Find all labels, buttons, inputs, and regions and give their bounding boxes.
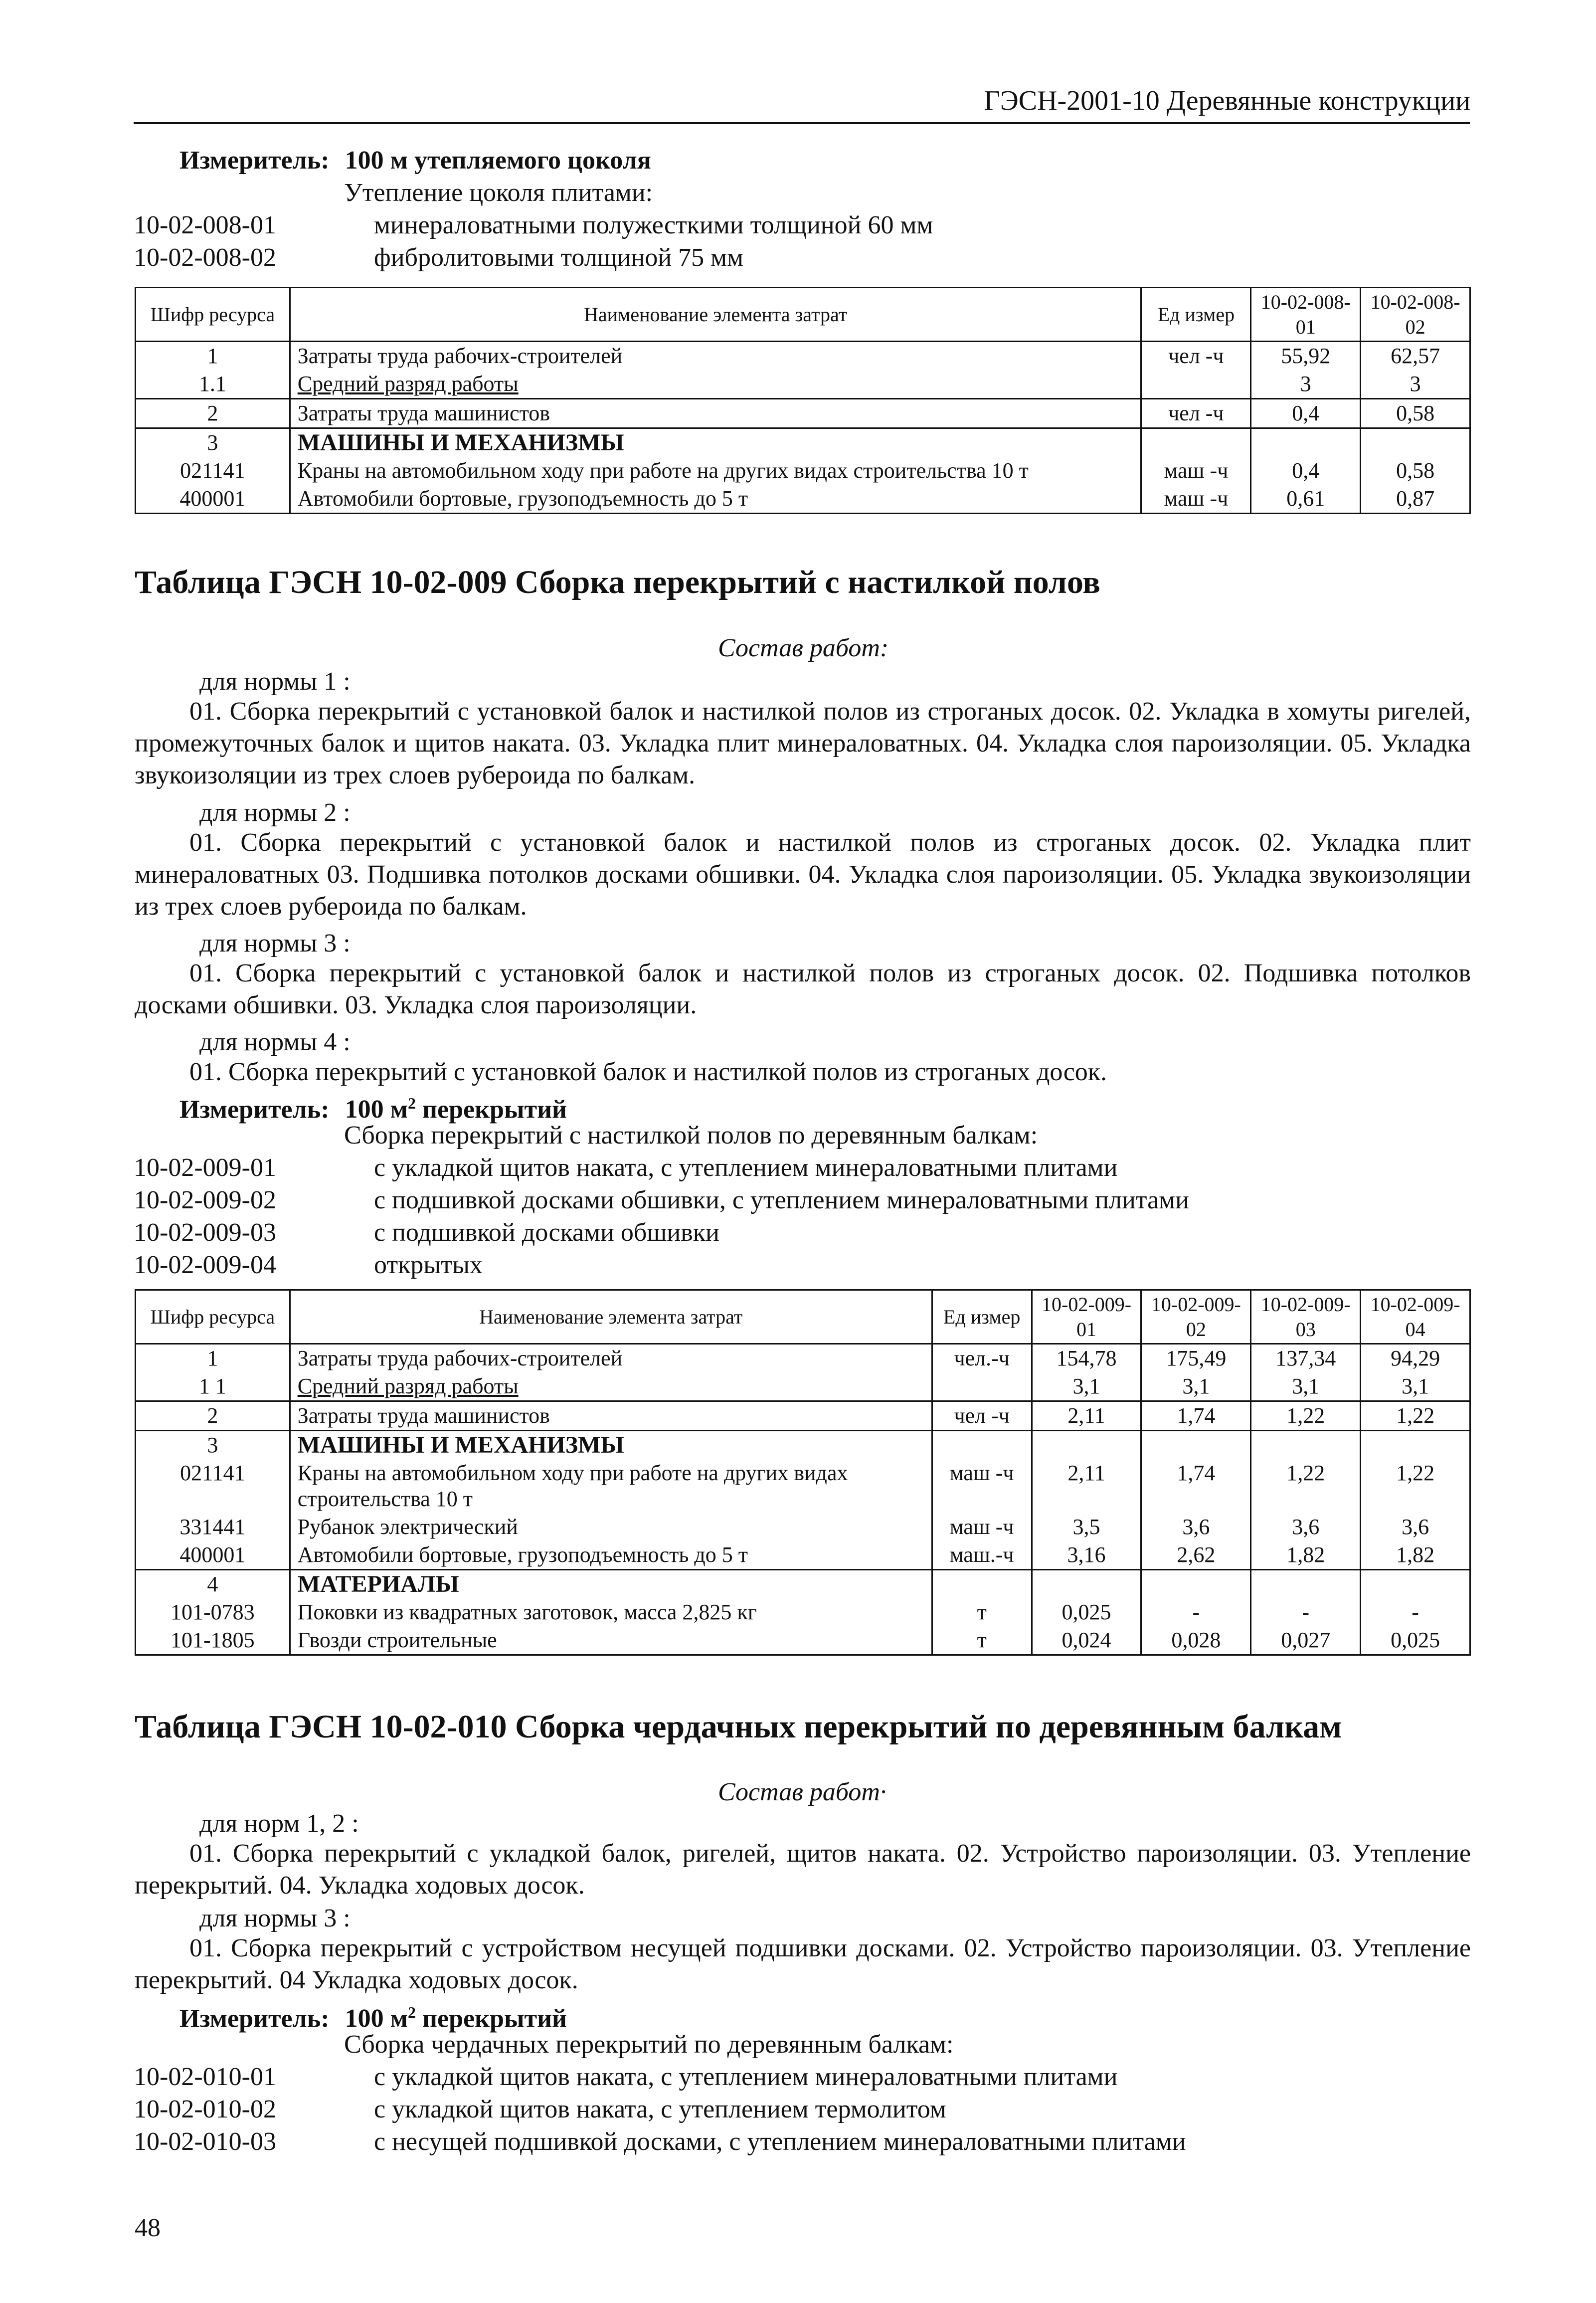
- cell-name: Средний разряд работы: [290, 1372, 932, 1401]
- meter-sup: 2: [408, 1094, 416, 1112]
- cell-unit: т: [932, 1598, 1032, 1626]
- composition-paragraph: [135, 958, 1471, 1021]
- page-number: 48: [135, 2214, 161, 2242]
- norm-code: 10-02-010-01: [134, 2063, 276, 2091]
- cell-value: [1361, 428, 1470, 457]
- composition-paragraph: [135, 827, 1471, 923]
- cell-unit: т: [932, 1626, 1032, 1655]
- meter-unit: перекрытий: [422, 1095, 567, 1124]
- cell-unit: [1141, 370, 1251, 399]
- col-header: 10-02-009-02: [1141, 1290, 1251, 1344]
- norm-code: 10-02-010-03: [134, 2127, 276, 2156]
- cell-name: Средний разряд работы: [290, 370, 1141, 399]
- col-header: 10-02-009-03: [1251, 1290, 1361, 1344]
- cell-value: 0,58: [1361, 399, 1470, 428]
- cell-code: 1.1: [136, 370, 290, 399]
- meter-label: Измеритель:: [179, 1095, 330, 1124]
- cell-value: [1032, 1570, 1141, 1599]
- table-row: [136, 1598, 1470, 1626]
- cell-value: 3: [1251, 370, 1361, 399]
- cell-value: -: [1141, 1598, 1251, 1626]
- norm-text: с укладкой щитов наката, с утеплением термолитом: [374, 2095, 946, 2123]
- cell-code: 3: [136, 428, 290, 457]
- cell-unit: чел -ч: [1141, 342, 1251, 371]
- composition-paragraph: [135, 696, 1471, 791]
- meter-line-1: [179, 145, 651, 177]
- cell-value: 1,22: [1361, 1459, 1470, 1513]
- cell-value: 0,024: [1032, 1626, 1141, 1655]
- cell-unit: чел -ч: [932, 1401, 1032, 1431]
- cell-value: 94,29: [1361, 1344, 1470, 1373]
- norm-code: 10-02-009-02: [134, 1186, 276, 1214]
- cell-value: [1141, 1570, 1251, 1599]
- composition-text: 01. Сборка перекрытий с установкой балок и настилкой полов из строганых досок. 02. Укладка в хомуты ригелей, промежуточных балок и щитов наката. 03. Укладка плит минераловатных. 04. Укладка слоя пароизоляции. 05. Укладка звукоизоляции из трех слоев рубероида по балкам.: [135, 697, 1471, 789]
- cell-name: Краны на автомобильном ходу при работе на других видах строительства 10 т: [290, 1459, 932, 1513]
- norm-label: для нормы 2 :: [199, 798, 351, 827]
- cell-value: 0,4: [1251, 457, 1361, 485]
- table-row: [136, 485, 1470, 514]
- norm-text: фибролитовыми толщиной 75 мм: [374, 243, 743, 272]
- group-title: Сборка перекрытий с настилкой полов по деревянным балкам:: [344, 1121, 1038, 1150]
- cell-value: [1361, 1570, 1470, 1599]
- col-header: Наименование элемента затрат: [290, 288, 1141, 342]
- cell-name: Гвозди строительные: [290, 1626, 932, 1655]
- cell-value: [1251, 1431, 1361, 1460]
- composition-title: Состав работ:: [718, 634, 889, 662]
- cell-value: 175,49: [1141, 1344, 1251, 1373]
- norm-label: для нормы 1 :: [199, 667, 351, 696]
- cell-unit: [1141, 428, 1251, 457]
- norm-text: открытых: [374, 1251, 483, 1279]
- cell-value: 1,74: [1141, 1459, 1251, 1513]
- cell-code: 2: [136, 399, 290, 428]
- cell-value: 0,025: [1361, 1626, 1470, 1655]
- norm-text: минераловатными полужесткими толщиной 60 мм: [374, 211, 933, 239]
- cell-value: [1251, 1570, 1361, 1599]
- cell-value: 1,82: [1361, 1541, 1470, 1570]
- composition-text: 01. Сборка перекрытий с установкой балок и настилкой полов из строганых досок.: [189, 1058, 1107, 1086]
- composition-paragraph: [135, 1932, 1471, 1996]
- cell-name: Автомобили бортовые, грузоподъемность до 5 т: [290, 485, 1141, 514]
- group-title: Утепление цоколя плитами:: [344, 179, 653, 207]
- norm-code: 10-02-008-02: [134, 243, 276, 272]
- cell-value: 3,1: [1251, 1372, 1361, 1401]
- cell-code: 400001: [136, 485, 290, 514]
- cell-value: 3,6: [1251, 1513, 1361, 1541]
- norm-text: с укладкой щитов наката, с утеплением минераловатными плитами: [374, 2063, 1118, 2091]
- cell-value: 3,16: [1032, 1541, 1141, 1570]
- norm-code: 10-02-009-01: [134, 1153, 276, 1182]
- section-title: Таблица ГЭСН 10-02-010 Сборка чердачных перекрытий по деревянным балкам: [135, 1709, 1342, 1745]
- table-row: [136, 1459, 1470, 1513]
- cell-unit: чел.-ч: [932, 1344, 1032, 1373]
- norm-text: с подшивкой досками обшивки: [374, 1218, 719, 1247]
- table-row: [136, 1401, 1470, 1431]
- table-row: [136, 1513, 1470, 1541]
- table-row: [136, 1541, 1470, 1570]
- cell-value: [1032, 1431, 1141, 1460]
- cell-value: 1,74: [1141, 1401, 1251, 1431]
- col-header: Ед измер: [1141, 288, 1251, 342]
- cell-section-title: МАТЕРИАЛЫ: [290, 1570, 932, 1599]
- composition-text: 01. Сборка перекрытий с установкой балок и настилкой полов из строганых досок. 02. Укладка плит минераловатных 03. Подшивка потолков досками обшивки. 04. Укладка слоя пароизоляции. 05. Укладка звукоизоляции из трех слоев рубероида по балкам.: [135, 828, 1471, 921]
- cell-value: 3,6: [1141, 1513, 1251, 1541]
- cell-unit: [932, 1372, 1032, 1401]
- cell-code: 1: [136, 1344, 290, 1373]
- table-row: [136, 342, 1470, 371]
- col-header: 10-02-008-01: [1251, 288, 1361, 342]
- norm-label: для нормы 3 :: [199, 1904, 351, 1932]
- col-header: Ед измер: [932, 1290, 1032, 1344]
- meter-label: Измеритель:: [179, 146, 330, 175]
- meter-value: 100 м: [345, 2004, 408, 2033]
- composition-title: Состав работ·: [718, 1778, 887, 1806]
- cell-name: Автомобили бортовые, грузоподъемность до 5 т: [290, 1541, 932, 1570]
- cell-value: 1,22: [1361, 1401, 1470, 1431]
- norm-label: для нормы 3 :: [199, 929, 351, 958]
- meter-sup: 2: [408, 2003, 416, 2021]
- cell-value: 3: [1361, 370, 1470, 399]
- table-row: [136, 1372, 1470, 1401]
- header-rule: [134, 122, 1470, 124]
- col-header: 10-02-009-01: [1032, 1290, 1141, 1344]
- resource-table-009: [135, 1289, 1471, 1656]
- norm-code: 10-02-009-04: [134, 1251, 276, 1279]
- composition-text: 01. Сборка перекрытий с устройством несущей подшивки досками. 02. Устройство пароизоляции. 03. Утепление перекрытий. 04 Укладка ходовых досок.: [135, 1934, 1471, 1994]
- cell-code: 021141: [136, 457, 290, 485]
- cell-value: 0,025: [1032, 1598, 1141, 1626]
- cell-code: 400001: [136, 1541, 290, 1570]
- cell-value: 154,78: [1032, 1344, 1141, 1373]
- cell-unit: маш -ч: [932, 1513, 1032, 1541]
- table-row: [136, 1344, 1470, 1373]
- table-row: [136, 457, 1470, 485]
- meter-unit: перекрытий: [422, 2004, 567, 2033]
- cell-value: 55,92: [1251, 342, 1361, 371]
- cell-value: -: [1361, 1598, 1470, 1626]
- cell-value: 0,4: [1251, 399, 1361, 428]
- cell-value: [1361, 1431, 1470, 1460]
- cell-name: Затраты труда рабочих-строителей: [290, 342, 1141, 371]
- running-header: ГЭСН-2001-10 Деревянные конструкции: [984, 85, 1470, 116]
- cell-unit: маш.-ч: [932, 1541, 1032, 1570]
- cell-section-title: МАШИНЫ И МЕХАНИЗМЫ: [290, 428, 1141, 457]
- cell-code: 101-1805: [136, 1626, 290, 1655]
- cell-value: 62,57: [1361, 342, 1470, 371]
- cell-value: 1,22: [1251, 1459, 1361, 1513]
- norm-text: с подшивкой досками обшивки, с утеплением минераловатными плитами: [374, 1186, 1189, 1214]
- cell-value: 0,87: [1361, 485, 1470, 514]
- composition-paragraph: [135, 1056, 1471, 1088]
- cell-value: 2,11: [1032, 1459, 1141, 1513]
- composition-text: 01. Сборка перекрытий с укладкой балок, ригелей, щитов наката. 02. Устройство пароизоляции. 03. Утепление перекрытий. 04. Укладка ходовых досок.: [135, 1839, 1471, 1900]
- cell-unit: маш -ч: [1141, 457, 1251, 485]
- cell-value: [1251, 428, 1361, 457]
- cell-code: 1: [136, 342, 290, 371]
- cell-name: Затраты труда машинистов: [290, 399, 1141, 428]
- cell-unit: маш -ч: [932, 1459, 1032, 1513]
- cell-value: [1141, 1431, 1251, 1460]
- table-row: [136, 428, 1470, 457]
- cell-code: 331441: [136, 1513, 290, 1541]
- composition-paragraph: [135, 1838, 1471, 1902]
- cell-value: 2,62: [1141, 1541, 1251, 1570]
- cell-value: -: [1251, 1598, 1361, 1626]
- cell-name: Рубанок электрический: [290, 1513, 932, 1541]
- cell-code: 4: [136, 1570, 290, 1599]
- cell-code: 1 1: [136, 1372, 290, 1401]
- cell-value: 3,1: [1361, 1372, 1470, 1401]
- cell-unit: чел -ч: [1141, 399, 1251, 428]
- cell-code: 2: [136, 1401, 290, 1431]
- cell-name: Затраты труда машинистов: [290, 1401, 932, 1431]
- meter-value: 100 м утепляемого цоколя: [345, 146, 651, 175]
- cell-name: Затраты труда рабочих-строителей: [290, 1344, 932, 1373]
- cell-unit: [932, 1570, 1032, 1599]
- cell-unit: маш -ч: [1141, 485, 1251, 514]
- group-title: Сборка чердачных перекрытий по деревянным балкам:: [344, 2030, 954, 2059]
- section-title: Таблица ГЭСН 10-02-009 Сборка перекрытий с настилкой полов: [135, 564, 1100, 600]
- cell-section-title: МАШИНЫ И МЕХАНИЗМЫ: [290, 1431, 932, 1460]
- cell-value: 1,22: [1251, 1401, 1361, 1431]
- cell-value: 0,61: [1251, 485, 1361, 514]
- cell-value: 0,028: [1141, 1626, 1251, 1655]
- table-row: [136, 399, 1470, 428]
- norm-label: для норм 1, 2 :: [199, 1809, 359, 1838]
- meter-value: 100 м: [345, 1095, 408, 1124]
- cell-value: 2,11: [1032, 1401, 1141, 1431]
- cell-value: 1,82: [1251, 1541, 1361, 1570]
- cell-code: 3: [136, 1431, 290, 1460]
- cell-value: 137,34: [1251, 1344, 1361, 1373]
- norm-code: 10-02-009-03: [134, 1218, 276, 1247]
- table-row: [136, 1570, 1470, 1599]
- cell-code: 021141: [136, 1459, 290, 1513]
- norm-code: 10-02-010-02: [134, 2095, 276, 2123]
- cell-code: 101-0783: [136, 1598, 290, 1626]
- col-header: Шифр ресурса: [136, 1290, 290, 1344]
- table-row: [136, 370, 1470, 399]
- resource-table-008: [135, 287, 1471, 514]
- table-row: [136, 1431, 1470, 1460]
- meter-label: Измеритель:: [179, 2004, 330, 2033]
- col-header: 10-02-009-04: [1361, 1290, 1470, 1344]
- cell-value: 0,027: [1251, 1626, 1361, 1655]
- cell-name: Краны на автомобильном ходу при работе на других видах строительства 10 т: [290, 457, 1141, 485]
- norm-label: для нормы 4 :: [199, 1028, 351, 1056]
- norm-text: с несущей подшивкой досками, с утеплением минераловатными плитами: [374, 2127, 1186, 2156]
- cell-value: 0,58: [1361, 457, 1470, 485]
- col-header: Шифр ресурса: [136, 288, 290, 342]
- table-row: [136, 1626, 1470, 1655]
- cell-name: Поковки из квадратных заготовок, масса 2,825 кг: [290, 1598, 932, 1626]
- cell-value: 3,1: [1032, 1372, 1141, 1401]
- norm-code: 10-02-008-01: [134, 211, 276, 239]
- norm-text: с укладкой щитов наката, с утеплением минераловатными плитами: [374, 1153, 1118, 1182]
- cell-value: 3,6: [1361, 1513, 1470, 1541]
- col-header: Наименование элемента затрат: [290, 1290, 932, 1344]
- cell-value: 3,1: [1141, 1372, 1251, 1401]
- col-header: 10-02-008-02: [1361, 288, 1470, 342]
- cell-value: 3,5: [1032, 1513, 1141, 1541]
- cell-unit: [932, 1431, 1032, 1460]
- composition-text: 01. Сборка перекрытий с установкой балок и настилкой полов из строганых досок. 02. Подшивка потолков досками обшивки. 03. Укладка слоя пароизоляции.: [135, 959, 1471, 1019]
